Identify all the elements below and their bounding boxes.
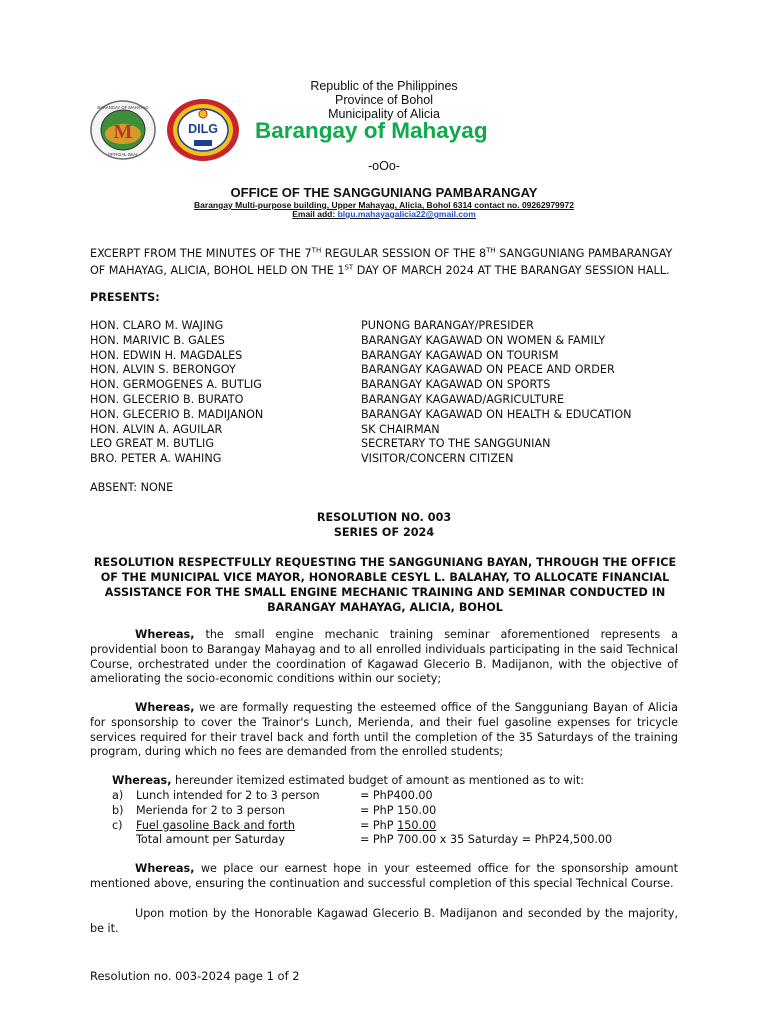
motion-paragraph: [90, 907, 678, 937]
budget-item: Lunch intended for 2 to 3 person: [136, 789, 320, 802]
budget-amount: [360, 819, 436, 834]
attendee-position: BARANGAY KAGAWAD ON TOURISM: [361, 348, 559, 362]
header-municipality: Municipality of Alicia: [328, 107, 440, 121]
budget-total-value: = PhP 700.00 x 35 Saturday = PhP24,500.00: [360, 833, 613, 847]
excerpt-part-c: SANGGUNIANG PAMBARANGAY OF MAHAYAG, ALICIA, BOHOL HELD ON THE 1: [90, 247, 673, 277]
whereas-text: hereunder itemized estimated budget of amount as mentioned as to wit:: [171, 774, 585, 787]
office-address: Barangay Multi-purpose building, Upper Mahayag, Alicia, Bohol 6314 contact no. 09262979972: [194, 200, 574, 210]
attendee-row: [90, 319, 690, 334]
email-label: Email add:: [292, 209, 336, 219]
attendee-name: HON. GERMOGENES A. BUTLIG: [90, 378, 262, 392]
attendee-row: [90, 437, 690, 452]
excerpt-sup-c: ST: [344, 263, 354, 272]
presents-label: PRESENTS:: [90, 291, 160, 304]
seal-top-text: BARANGAY OF MAHAYAG: [97, 105, 149, 110]
attendee-name: LEO GREAT M. BUTLIG: [90, 437, 215, 451]
attendee-name: HON. MARIVIC B. GALES: [90, 333, 225, 347]
budget-amount: = PhP400.00: [360, 789, 433, 802]
budget-letter: a): [112, 789, 124, 802]
budget-item: Merienda for 2 to 3 person: [136, 803, 286, 817]
attendee-name: HON. GLECERIO B. MADIJANON: [90, 407, 264, 421]
header-republic: Republic of the Philippines: [310, 79, 458, 93]
excerpt-sup-a: TH: [311, 246, 322, 255]
excerpt-part-d: DAY OF MARCH 2024 AT THE BARANGAY SESSION HALL.: [353, 264, 670, 277]
attendee-position: SK CHAIRMAN: [361, 422, 440, 436]
attendee-name: HON. GLECERIO B. BURATO: [90, 392, 244, 406]
resolution-number-block: [0, 511, 768, 541]
attendee-row: [90, 363, 690, 378]
attendee-name: HON. CLARO M. WAJING: [90, 319, 224, 332]
budget-total-label: Total amount per Saturday: [136, 833, 285, 847]
attendee-position: BARANGAY KAGAWAD ON SPORTS: [361, 378, 551, 392]
whereas-paragraph-1: [90, 628, 678, 687]
attendee-row: [90, 393, 690, 408]
attendee-row: [90, 334, 690, 349]
whereas-paragraph-2: [90, 701, 678, 760]
budget-total-row: [112, 833, 672, 848]
whereas-lead: Whereas,: [112, 774, 172, 787]
dilg-seal-label: DILG: [188, 122, 218, 136]
budget-amount: = PhP 150.00: [360, 803, 437, 817]
office-title: OFFICE OF THE SANGGUNIANG PAMBARANGAY: [230, 185, 538, 200]
attendee-row: [90, 408, 690, 423]
attendee-row: [90, 423, 690, 438]
seal-bottom-text: OFFICIAL SEAL: [107, 152, 139, 157]
barangay-seal-icon: [90, 100, 156, 160]
attendee-position: VISITOR/CONCERN CITIZEN: [361, 452, 514, 466]
attendee-row: [90, 349, 690, 364]
header-separator: -oOo-: [368, 159, 400, 173]
excerpt-sup-b: TH: [486, 246, 496, 255]
attendee-position: PUNONG BARANGAY/PRESIDER: [361, 319, 534, 332]
budget-amount-prefix: = PhP: [360, 818, 398, 832]
whereas-paragraph-3: [112, 774, 584, 789]
resolution-title: RESOLUTION RESPECTFULLY REQUESTING THE SANGGUNIANG BAYAN, THROUGH THE OFFICE OF THE MUNICIPAL VICE MAYOR, HONORABLE CESYL L. BALAHAY, TO ALLOCATE FINANCIAL ASSISTANCE FOR THE SMALL ENGINE MECHANIC TRAINING AND SEMINAR CONDUCTED IN BARANGAY MAHAYAG, ALICIA, BOHOL: [93, 556, 677, 614]
header-province: Province of Bohol: [335, 93, 433, 107]
seal-letter: M: [113, 121, 133, 143]
budget-row: [112, 789, 672, 804]
resolution-number: RESOLUTION NO. 003: [316, 511, 452, 524]
attendee-position: BARANGAY KAGAWAD ON PEACE AND ORDER: [361, 363, 615, 377]
absent-line: ABSENT: NONE: [90, 481, 174, 494]
budget-row: [112, 819, 672, 834]
attendee-name: HON. EDWIN H. MAGDALES: [90, 348, 243, 362]
whereas-paragraph-4: [90, 862, 678, 892]
whereas-text: we place our earnest hope in your esteemed office for the sponsorship amount mentioned above, ensuring the continuation and successful completion of this special Technical Course.: [90, 862, 678, 890]
attendee-position: SECRETARY TO THE SANGGUNIAN: [361, 437, 551, 451]
excerpt-part-a: EXCERPT FROM THE MINUTES OF THE 7: [90, 247, 312, 260]
attendee-position: BARANGAY KAGAWAD ON WOMEN & FAMILY: [361, 333, 606, 347]
attendee-row: [90, 452, 690, 467]
whereas-lead: Whereas,: [135, 628, 195, 641]
attendees-list: [90, 319, 690, 467]
motion-text: Upon motion by the Honorable Kagawad Glecerio B. Madijanon and seconded by the majority, be it.: [90, 907, 678, 935]
attendee-name: HON. ALVIN A. AGUILAR: [90, 422, 223, 436]
attendee-row: [90, 378, 690, 393]
dilg-seal-icon: [166, 98, 240, 162]
email-link[interactable]: blgu.mahayagalicia22@gmail.com: [337, 209, 476, 219]
page-footer: Resolution no. 003-2024 page 1 of 2: [90, 969, 300, 983]
budget-list: [112, 789, 672, 848]
resolution-series: SERIES OF 2024: [333, 526, 435, 539]
budget-letter: c): [112, 818, 123, 832]
whereas-text: we are formally requesting the esteemed office of the Sangguniang Bayan of Alicia for sponsorship to cover the Trainor's Lunch, Merienda, and their fuel gasoline expenses for tricycle services required for their travel back and forth until the completion of the 35 Saturdays of the training program, during which no fees are demanded from the enrolled students;: [90, 701, 678, 759]
excerpt-part-b: REGULAR SESSION OF THE 8: [321, 247, 487, 260]
minutes-excerpt: [90, 245, 690, 279]
budget-item: Fuel gasoline Back and forth: [136, 818, 296, 832]
whereas-text: the small engine mechanic training seminar aforementioned represents a providential boon to Barangay Mahayag and to all enrolled individuals participating in the said Technical Course, orchestrated under the coordination of Kagawad Glecerio B. Madijanon, with the objective of ameliorating the socio-economic conditions within our society;: [90, 628, 678, 686]
whereas-lead: Whereas,: [135, 701, 195, 714]
budget-letter: b): [112, 803, 124, 817]
attendee-position: BARANGAY KAGAWAD/AGRICULTURE: [361, 392, 565, 406]
header-government-lines: [200, 79, 568, 121]
budget-amount-value: 150.00: [397, 818, 437, 832]
attendee-position: BARANGAY KAGAWAD ON HEALTH & EDUCATION: [361, 407, 632, 421]
office-email: [0, 209, 768, 219]
barangay-title: Barangay of Mahayag: [255, 118, 488, 143]
attendee-name: BRO. PETER A. WAHING: [90, 452, 222, 466]
budget-row: [112, 804, 672, 819]
whereas-lead: Whereas,: [135, 862, 195, 875]
attendee-name: HON. ALVIN S. BERONGOY: [90, 363, 236, 377]
